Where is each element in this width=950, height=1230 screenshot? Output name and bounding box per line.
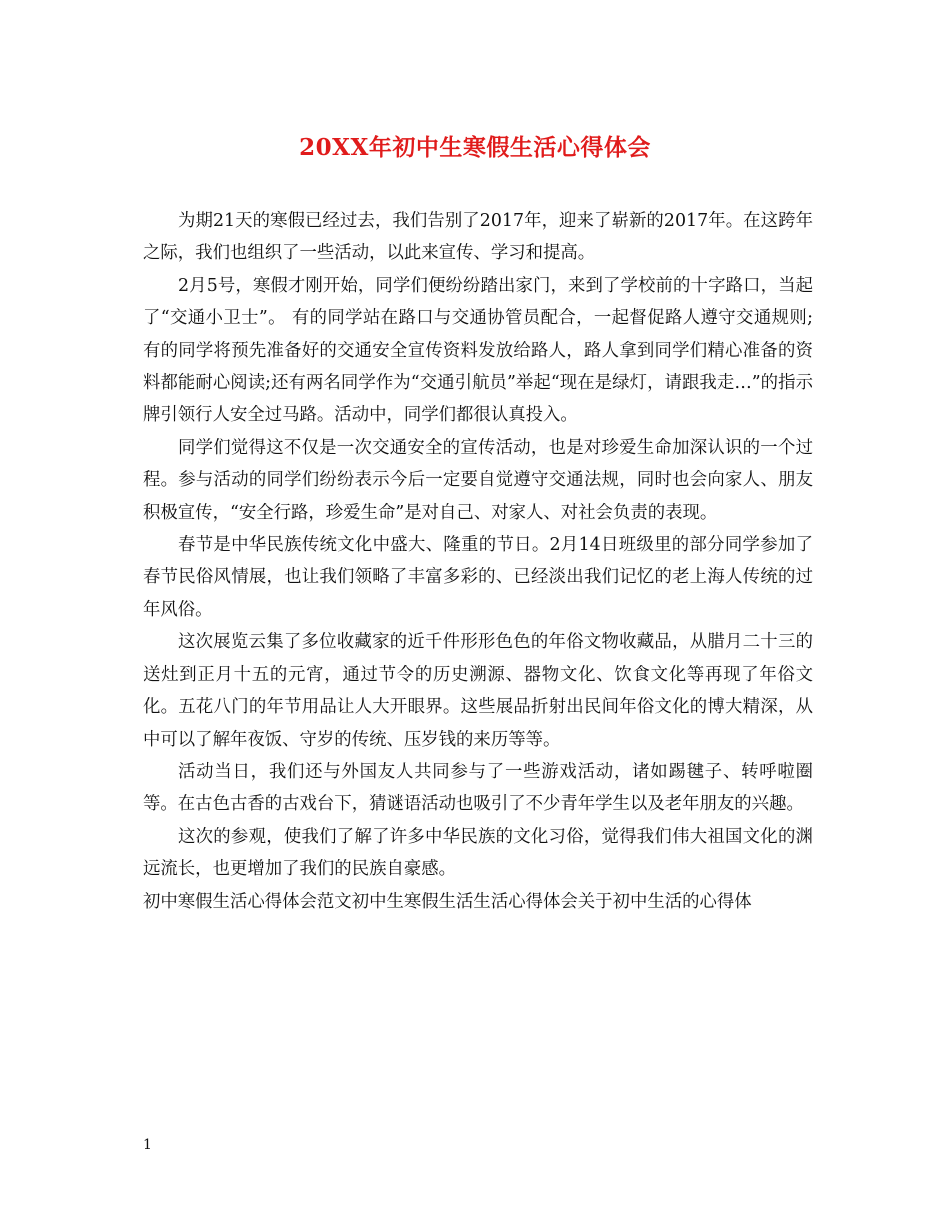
paragraph: 活动当日，我们还与外国友人共同参与了一些游戏活动，诸如踢毽子、转呼啦圈等。在古色古香的古戏台下，猜谜语活动也吸引了不少青年学生以及老年朋友的兴趣。 — [143, 761, 813, 815]
paragraph: 同学们觉得这不仅是一次交通安全的宣传活动，也是对珍爱生命加深认识的一个过程。参与活动的同学们纷纷表示今后一定要自觉遵守交通法规，同时也会向家人、朋友积极宣传，“安全行路，珍爱生命”是对自己、对家人、对社会负责的表现。 — [143, 437, 813, 523]
paragraph: 这次展览云集了多位收藏家的近千件形形色色的年俗文物收藏品，从腊月二十三的送灶到正月十五的元宵，通过节令的历史溯源、器物文化、饮食文化等再现了年俗文化。五花八门的年节用品让人大开眼界。这些展品折射出民间年俗文化的博大精深，从中可以了解年夜饭、守岁的传统、压岁钱的来历等等。 — [143, 632, 813, 750]
paragraph: 为期21天的寒假已经过去，我们告别了2017年，迎来了崭新的2017年。在这跨年之际，我们也组织了一些活动，以此来宣传、学习和提高。 — [143, 211, 813, 264]
document-body — [143, 205, 813, 918]
document-title: 20XX年初中生寒假生活心得体会 — [299, 134, 651, 161]
page-number: 1 — [143, 1137, 152, 1153]
paragraph: 这次的参观，使我们了解了许多中华民族的文化习俗，觉得我们伟大祖国文化的渊远流长，也更增加了我们的民族自豪感。 — [143, 826, 813, 880]
paragraph: 2月5号，寒假才刚开始，同学们便纷纷踏出家门，来到了学校前的十字路口，当起了“交通小卫士”。 有的同学站在路口与交通协管员配合，一起督促路人遵守交通规则;有的同学将预先准备好的交通安全宣传资料发放给路人，路人拿到同学们精心准备的资料都能耐心阅读;还有两名同学作为“交通引航员”举起“现在是绿灯，请跟我走…”的指示牌引领行人安全过马路。活动中，同学们都很认真投入。 — [143, 275, 813, 426]
related-links-line: 初中寒假生活心得体会范文初中生寒假生活生活心得体会关于初中生活的心得体 — [143, 891, 752, 912]
paragraph: 春节是中华民族传统文化中盛大、隆重的节日。2月14日班级里的部分同学参加了春节民俗风情展，也让我们领略了丰富多彩的、已经淡出我们记忆的老上海人传统的过年风俗。 — [143, 535, 813, 620]
